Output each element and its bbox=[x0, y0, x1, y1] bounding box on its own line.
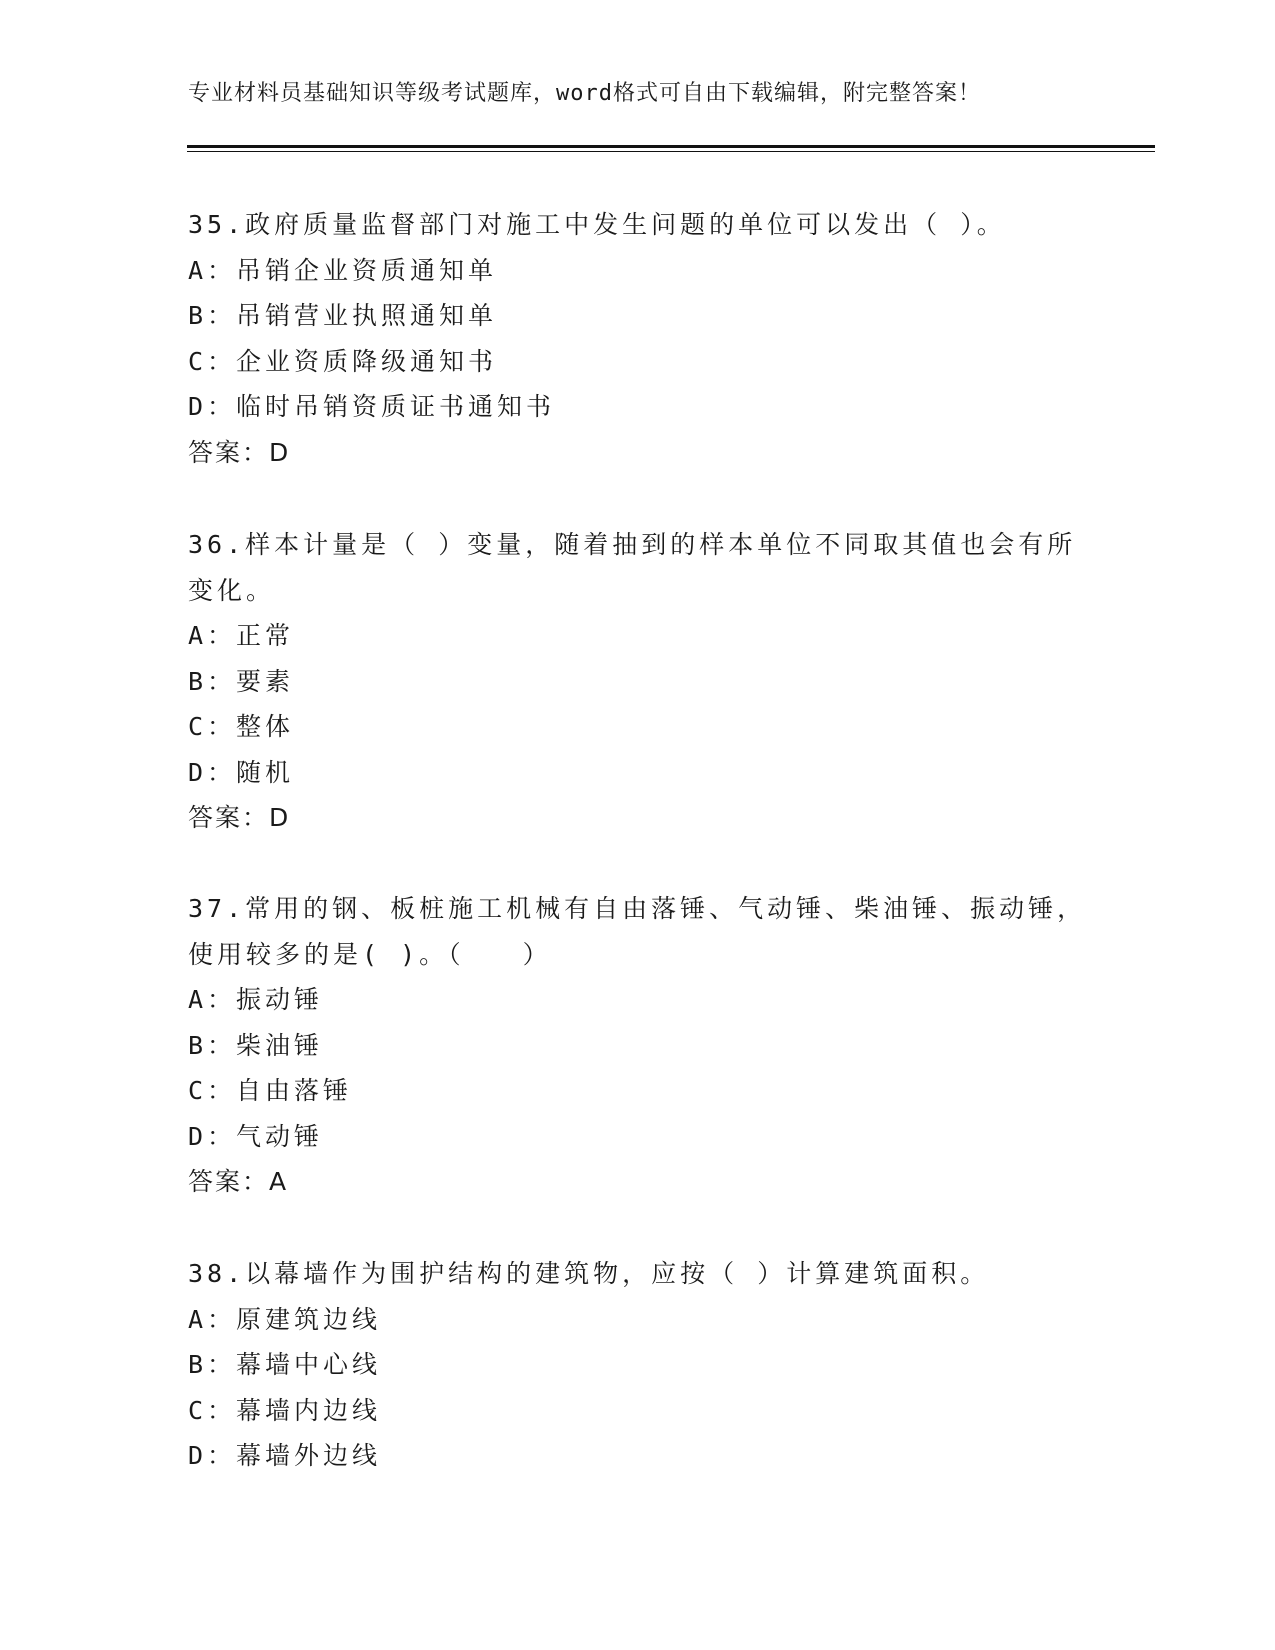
question-stem: 38.以幕墙作为围护结构的建筑物，应按（ ）计算建筑面积。 bbox=[188, 1259, 990, 1288]
option-d: D：气动锤 bbox=[188, 1121, 324, 1151]
option-a: A：原建筑边线 bbox=[188, 1304, 382, 1334]
answer: 答案：A bbox=[188, 1167, 289, 1196]
option-a: A：吊销企业资质通知单 bbox=[188, 255, 498, 285]
option-c: C：整体 bbox=[188, 712, 295, 741]
answer: 答案：D bbox=[188, 437, 291, 467]
option-d: D：幕墙外边线 bbox=[188, 1441, 382, 1470]
question-stem: 36.样本计量是（ ）变量，随着抽到的样本单位不同取其值也会有所变化。 bbox=[188, 530, 1077, 605]
option-c: C：幕墙内边线 bbox=[188, 1395, 382, 1425]
option-b: B：吊销营业执照通知单 bbox=[188, 301, 498, 330]
page-header: 专业材料员基础知识等级考试题库，word格式可自由下载编辑，附完整答案！ bbox=[188, 81, 981, 106]
option-a: A：正常 bbox=[188, 621, 295, 650]
question-37 bbox=[188, 886, 1088, 1205]
option-b: B：要素 bbox=[188, 666, 295, 696]
header-rule-thick bbox=[187, 145, 1155, 148]
question-36 bbox=[188, 522, 1088, 841]
question-38 bbox=[188, 1251, 1088, 1479]
question-35 bbox=[188, 202, 1088, 475]
answer: 答案：D bbox=[188, 803, 291, 832]
question-stem: 37.常用的钢、板桩施工机械有自由落锤、气动锤、柴油锤、振动锤，使用较多的是( )。（ ） bbox=[188, 894, 1087, 969]
option-d: D：随机 bbox=[188, 757, 295, 787]
option-b: B：柴油锤 bbox=[188, 1030, 324, 1060]
option-c: C：自由落锤 bbox=[188, 1076, 353, 1105]
option-b: B：幕墙中心线 bbox=[188, 1350, 382, 1379]
question-stem: 35.政府质量监督部门对施工中发生问题的单位可以发出（ ）。 bbox=[188, 210, 1006, 239]
option-a: A：振动锤 bbox=[188, 985, 324, 1014]
option-d: D：临时吊销资质证书通知书 bbox=[188, 392, 556, 421]
option-c: C：企业资质降级通知书 bbox=[188, 346, 498, 376]
header-rule-thin bbox=[187, 151, 1155, 152]
